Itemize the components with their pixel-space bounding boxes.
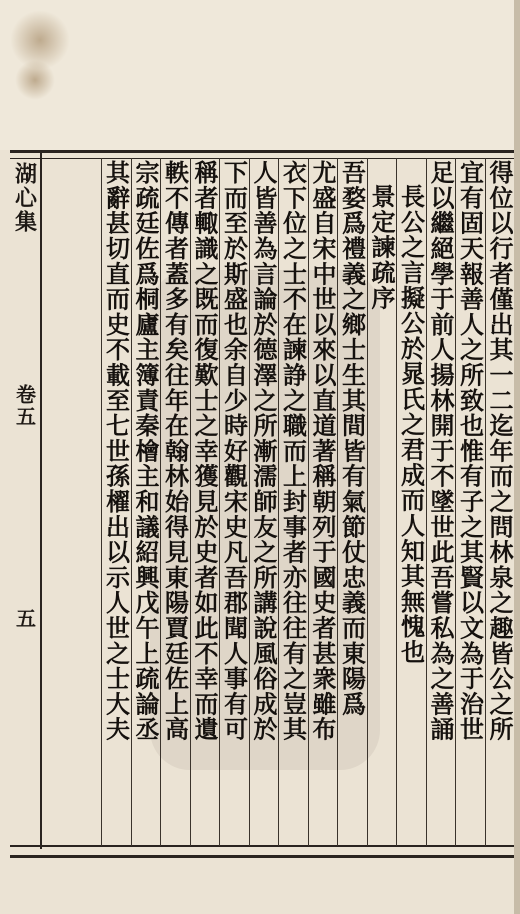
- text-column: 得位以行者僅出其一二迄年而之問林泉之趣皆公之所: [485, 158, 515, 846]
- text-column: 人皆善為言論於德澤之所漸濡師友之所講說風俗成於: [249, 158, 279, 846]
- folio-number: 五: [12, 608, 37, 628]
- text-column: 吾婺爲禮義之鄉士生其間皆有氣節仗忠義而東陽爲: [337, 158, 367, 846]
- text-column: 宜有固天報善人之所致也惟有子之其賢以文為于治世: [455, 158, 485, 846]
- text-body: [42, 158, 514, 846]
- water-stain: [15, 60, 55, 100]
- fold-margin: [10, 152, 42, 849]
- top-margin: [0, 0, 520, 150]
- volume-label: 卷五: [12, 384, 37, 428]
- section-heading: 景定諫疏序: [367, 158, 397, 846]
- page-edge: [514, 0, 520, 914]
- text-column: 長公之言擬公於晁氏之君成而人知其無愧也: [396, 158, 426, 846]
- text-column: 其辭甚切直而史不載至七世孫櫂出以示人世之士大夫: [101, 158, 131, 846]
- book-title: 湖心集: [11, 162, 38, 234]
- text-column: 軼不傳者蓋多有矣往年在翰林始得見東陽賈廷佐上高: [160, 158, 190, 846]
- text-column: 宗疏廷佐爲桐廬主簿責秦檜主和議紹興戊午上疏論丞: [131, 158, 161, 846]
- text-column: 尤盛自宋中世以來以直道著稱朝列于國史者甚衆雖布: [308, 158, 338, 846]
- text-column: 稱者輙識之既而復歎士之幸獲見於史者如此不幸而遺: [190, 158, 220, 846]
- text-column: 衣下位之士不在諫諍之職而上封事者亦往往有之豈其: [278, 158, 308, 846]
- text-column: 足以繼絕學于前人揚林開于不墜世此吾嘗私為之善誦: [426, 158, 456, 846]
- text-column: 下而至於斯盛也余自少時好觀宋史凡吾郡聞人事有可: [219, 158, 249, 846]
